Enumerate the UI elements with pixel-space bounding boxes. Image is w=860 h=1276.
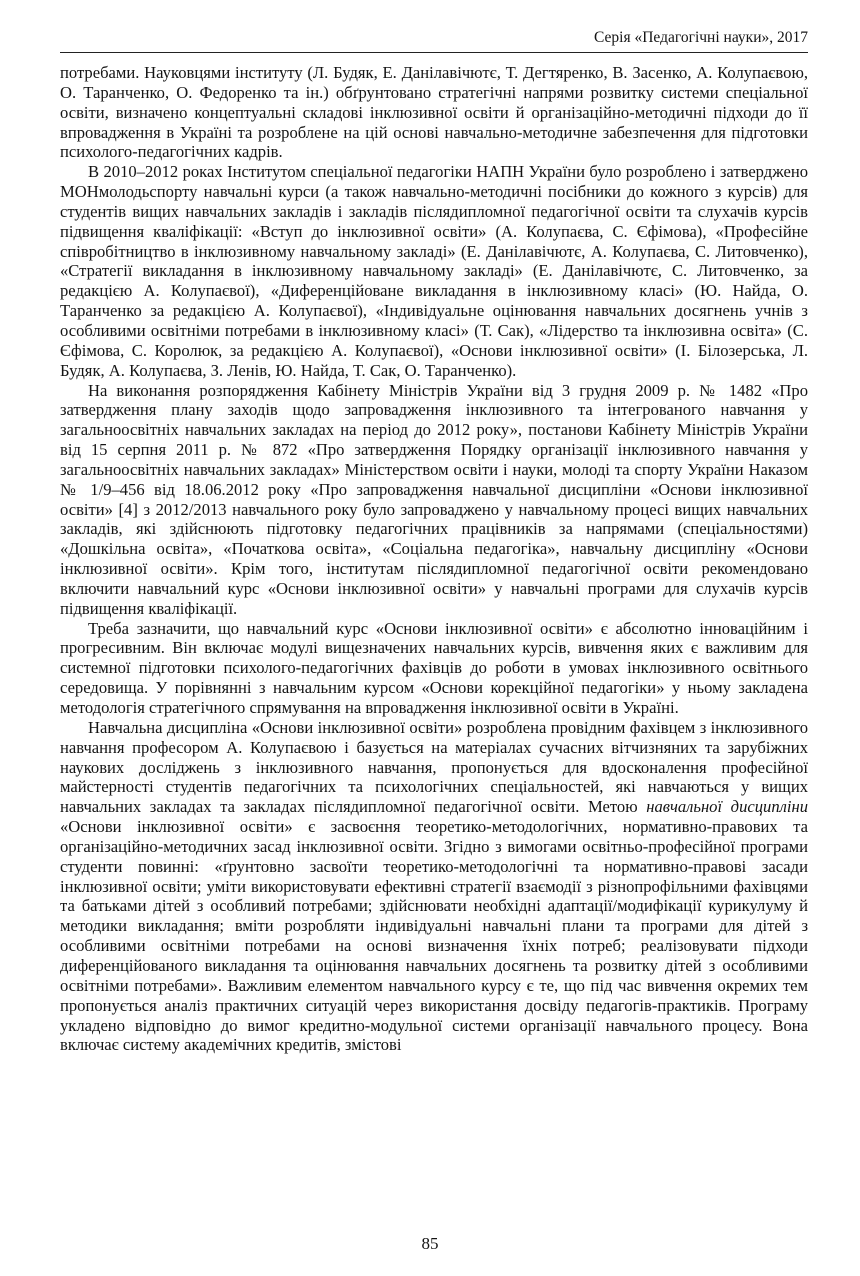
page-body (60, 63, 808, 1055)
paragraph-text-part1: Навчальна дисципліна «Основи інклюзивної освіти» розроблена провідним фахівцем з інклюзивного навчання професором А. Колупаєвою і базується на матеріалах сучасних вітчизняних та зарубіжних наукових досліджень з інклюзивного навчання, пропонується для вдосконалення професійної майстерності студентів педагогічних та психологічних спеціальностей, які навчаються у вищих навчальних закладах та закладах післядипломної педагогічної освіти. Метою (60, 717, 808, 817)
paragraph-discipline-goals (60, 718, 808, 1055)
page-number: 85 (421, 1234, 439, 1253)
paragraph-courses: В 2010–2012 роках Інститутом спеціальної педагогіки НАПН України було розроблено і затверджено МОНмолодьспорту навчальні курси (а також навчально-методичні посібники до кожного з курсів) для студентів вищих навчальних закладів і закладів післядипломної педагогічної освіти та слухачів курсів підвищення кваліфікації: «Вступ до інклюзивної освіти» (А. Колупаєва, С. Єфімова), «Професійне співробітництво в інклюзивному навчальному закладі» (Е. Данілавічютє, А. Колупаєва, С. Литовченко), «Стратегії викладання в інклюзивному навчальному закладі» (Е. Данілавічютє, С. Литовченко, за редакцією А. Колупаєвої), «Диференційоване викладання в інклюзивному класі» (Ю. Найда, О. Таранченко за редакцією А. Колупаєвої), «Індивідуальне оцінювання навчальних досягнень учнів з особливими освітніми потребами в інклюзивному класі» (Т. Сак), «Лідерство та інклюзивна освіта» (С. Єфімова, С. Королюк, за редакцією А. Колупаєвої), «Основи інклюзивної освіти» (І. Білозерська, Л. Будяк, А. Колупаєва, З. Ленів, Ю. Найда, Т. Сак, О. Таранченко). (60, 162, 808, 380)
paragraph-continuation: потребами. Науковцями інституту (Л. Будяк, Е. Данілавічютє, Т. Дегтяренко, В. Засенко, А. Колупаєвою, О. Таранченко, О. Федоренко та ін.) обґрунтовано стратегічні напрями розвитку системи спеціальної освіти, визначено концептуальні складові інклюзивної освіти й організаційно-методичні підходи до її впровадження в Україні та розроблене на цій основі навчально-методичне забезпечення для підготовки психолого-педагогічних кадрів. (60, 63, 808, 162)
running-header (60, 28, 808, 53)
paragraph-course-innovation: Треба зазначити, що навчальний курс «Основи інклюзивної освіти» є абсолютно інноваційним і прогресивним. Він включає модулі вищезначених навчальних курсів, вивчення яких є важливим для системної підготовки психолого-педагогічних фахівців до роботи в умовах інклюзивного освітнього середовища. У порівнянні з навчальним курсом «Основи корекційної педагогіки» у ньому закладена методологія стратегічного спрямування на впровадження інклюзивної освіти в Україні. (60, 618, 808, 717)
paragraph-regulations: На виконання розпорядження Кабінету Міністрів України від 3 грудня 2009 р. № 1482 «Про затвердження плану заходів щодо запровадження інклюзивного та інтегрованого навчання у загальноосвітніх навчальних закладах на період до 2012 року», постанови Кабінету Міністрів України від 15 серпня 2011 р. № 872 «Про затвердження Порядку організації інклюзивного навчання у загальноосвітніх навчальних закладах» Міністерством освіти і науки, молоді та спорту України Наказом № 1/9–456 від 18.06.2012 року «Про запровадження навчальної дисципліни «Основи інклюзивної освіти» [4] з 2012/2013 навчального року було запроваджено у навчальному процесі вищих навчальних закладів, які здійснюють підготовку педагогічних працівників за напрямами (спеціальностями) «Дошкільна освіта», «Початкова освіта», «Соціальна педагогіка», навчальну дисципліну «Основи інклюзивної освіти». Крім того, інститутам післядипломної педагогічної освіти рекомендовано включити навчальний курс «Основи інклюзивної освіти» у навчальні програми для слухачів курсів підвищення кваліфікації. (60, 380, 808, 618)
paragraph-text-part2: «Основи інклюзивної освіти» є засвоєння теоретико-методологічних, нормативно-правових та організаційно-методичних засад інклюзивної освіти. Згідно з вимогами освітньо-професійної програми студенти повинні: «ґрунтовно засвоїти теоретико-методологічні та нормативно-правові засади інклюзивної освіти; уміти використовувати ефективні стратегії взаємодії з різнопрофільними фахівцями та батьками дітей з особливий потребами; здійснювати необхідні адаптації/модифікації курикулуму й методики викладання; вміти розробляти індивідуальні навчальні плани та програми для дітей з особливими освітніми потребами на основі визначення їхніх потреб; реалізовувати підходи диференційованого викладання та оцінювання навчальних досягнень та розвитку дітей з особливими освітніми потребами». Важливим елементом навчального курсу є те, що під час вивчення окремих тем пропонується аналіз практичних ситуацій через використання досвіду педагогів-практиків. Програму укладено відповідно до вимог кредитно-модульної системи організації навчального процесу. Вона включає систему академічних кредитів, змістові (60, 817, 808, 1055)
italic-term: навчальної дисципліни (646, 797, 808, 817)
series-title: Серія «Педагогічні науки», 2017 (594, 29, 808, 46)
